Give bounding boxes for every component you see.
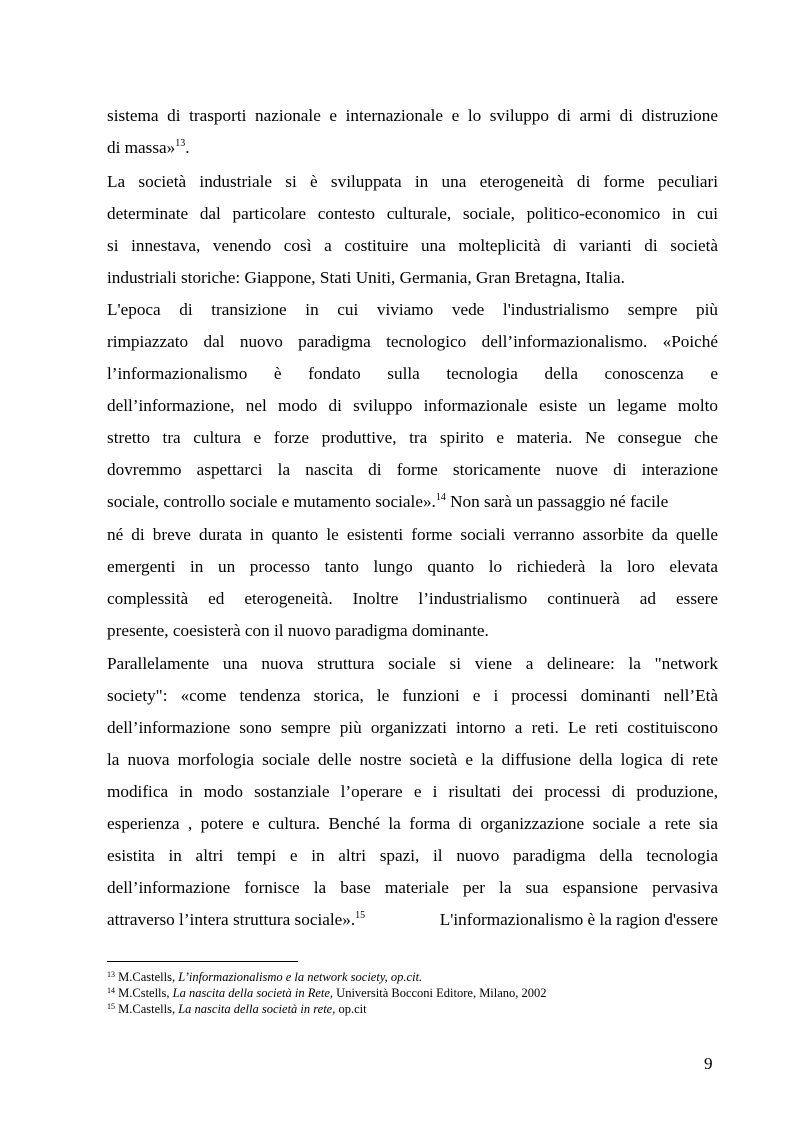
text-line: society": «come tendenza storica, le funzioni e i processi dominanti nell’Età — [107, 686, 718, 705]
text-line: di massa»$^{13}$. — [107, 138, 190, 157]
footnote-14: $^{14}$ M.Cstells, La nascita della società in Rete, Università Bocconi Editore, Milano, 2002 — [107, 986, 547, 1000]
text-line: sociale, controllo sociale e mutamento sociale».$^{14}$ Non sarà un passaggio né facile — [107, 492, 669, 511]
footnote-ref[interactable]: 15 — [355, 910, 366, 921]
text-line: dell’informazione sono sempre più organizzati intorno a reti. Le reti costituiscono — [107, 718, 718, 737]
text-line: emergenti in un processo tanto lungo quanto lo richiederà la loro elevata — [107, 557, 718, 576]
text-line: rimpiazzato dal nuovo paradigma tecnologico dell’informazionalismo. «Poiché — [107, 332, 718, 351]
text-line: sistema di trasporti nazionale e internazionale e lo sviluppo di armi di distruzione — [107, 106, 718, 125]
text-line: La società industriale si è sviluppata in una eterogeneità di forme peculiari — [107, 172, 718, 191]
text-line: attraverso l’intera struttura sociale».$^{15}$ L'informazionalismo è la ragion d'essere — [107, 910, 718, 929]
footnote-ref[interactable]: 14 — [435, 492, 446, 503]
text-line: L'epoca di transizione in cui viviamo vede l'industrialismo sempre più — [107, 300, 718, 319]
footnote-13: $^{13}$ M.Castells, L’informazionalismo e la network society, op.cit. — [107, 970, 423, 984]
text-line: esistita in altri tempi e in altri spazi, il nuovo paradigma della tecnologia — [107, 846, 718, 865]
footnote-15: $^{15}$ M.Castells, La nascita della società in rete, op.cit — [107, 1002, 367, 1016]
footnote-ref[interactable]: 13 — [175, 138, 186, 149]
text-line: dell’informazione fornisce la base materiale per la sua espansione pervasiva — [107, 878, 718, 897]
text-line: industriali storiche: Giappone, Stati Uniti, Germania, Gran Bretagna, Italia. — [107, 268, 625, 287]
text-line: la nuova morfologia sociale delle nostre società e la diffusione della logica di rete — [107, 750, 718, 769]
text-line: Parallelamente una nuova struttura sociale si viene a delineare: la "network — [107, 654, 718, 673]
text-line: l’informazionalismo è fondato sulla tecnologia della conoscenza e — [107, 364, 718, 383]
text-line: modifica in modo sostanziale l’operare e i risultati dei processi di produzione, — [107, 782, 718, 801]
text-line: determinate dal particolare contesto culturale, sociale, politico-economico in cui — [107, 204, 718, 223]
text-line: dovremmo aspettarci la nascita di forme storicamente nuove di interazione — [107, 460, 718, 479]
text-line: presente, coesisterà con il nuovo paradigma dominante. — [107, 621, 489, 640]
text-line: dell’informazione, nel modo di sviluppo informazionale esiste un legame molto — [107, 396, 718, 415]
text-line: esperienza , potere e cultura. Benché la forma di organizzazione sociale a rete sia — [107, 814, 718, 833]
text-line: né di breve durata in quanto le esistenti forme sociali verranno assorbite da quelle — [107, 525, 718, 544]
text-line: si innestava, venendo così a costituire una molteplicità di varianti di società — [107, 236, 718, 255]
text-line: complessità ed eterogeneità. Inoltre l’industrialismo continuerà ad essere — [107, 589, 718, 608]
page-number: 9 — [704, 1054, 713, 1073]
footnote-separator — [107, 961, 298, 962]
text-line: stretto tra cultura e forze produttive, tra spirito e materia. Ne consegue che — [107, 428, 718, 447]
